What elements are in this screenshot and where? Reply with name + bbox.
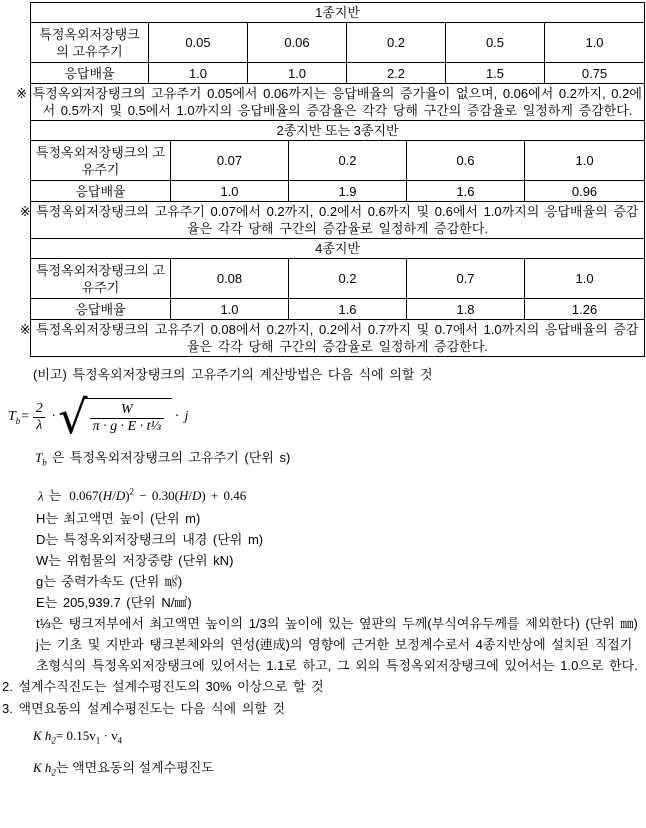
table-note: ※ 특정옥외저장탱크의 고유주기 0.05에서 0.06까지는 응답배율의 증가율이 없으며, 0.06에서 0.2까지, 0.2에서 0.5까지 및 0.5에서 1.0까지의 응답배율의 증감율은 각각 당해 구간의 증감율로 일정하게 증감한다. <box>31 84 645 121</box>
period-value: 0.06 <box>248 23 347 63</box>
radical-sign: √ <box>58 390 88 444</box>
multiply-dot: · <box>51 409 56 424</box>
response-row <box>31 63 645 84</box>
period-value: 1.0 <box>525 141 645 181</box>
definition-D: D는 특정옥외저장탱크의 내경 (단위 m) <box>36 531 264 547</box>
period-value: 0.07 <box>171 141 289 181</box>
period-row <box>31 259 645 299</box>
period-value: 0.2 <box>289 259 407 299</box>
period-value: 0.6 <box>407 141 525 181</box>
response-value: 1.5 <box>446 63 545 84</box>
note-row <box>31 202 645 239</box>
natural-period-formula <box>8 390 646 444</box>
formula-lhs: $T_b=$ <box>8 408 30 426</box>
period-row-label: 특정옥외저장탱크의 고유주기 <box>31 141 171 181</box>
period-value: 0.7 <box>407 259 525 299</box>
table-note: ※ 특정옥외저장탱크의 고유주기 0.08에서 0.2까지, 0.2에서 0.7까지 및 0.7에서 1.0까지의 응답배율의 증감율은 각각 당해 구간의 증감율로 일정하게 증감한다. <box>31 320 645 357</box>
table-title-row <box>31 121 645 141</box>
definition-g: g는 중력가속도 (단위 ㎨) <box>36 573 183 589</box>
table-title-row <box>31 239 645 259</box>
response-value: 0.75 <box>545 63 645 84</box>
response-row-label: 응답배율 <box>31 63 149 84</box>
tb-definition-line: $T_b$ 은 특정옥외저장탱크의 고유주기 (단위 s) <box>35 450 291 468</box>
radicand <box>84 398 172 435</box>
response-row-label: 응답배율 <box>31 181 171 202</box>
period-value: 0.05 <box>149 23 248 63</box>
lambda-definition-line: λ 는 $0.067(H/D)^2 - 0.30(H/D) + 0.46$ <box>38 486 247 503</box>
kh2-formula: K $h_2= 0.15v_1 \cdot v_4$ <box>33 727 123 746</box>
kh2-definition-line: K $h_2$는 액면요동의 설계수평진도 <box>33 759 214 778</box>
note-row <box>31 320 645 357</box>
response-row <box>31 299 645 320</box>
item-3-sloshing: 3. 액면요동의 설계수평진도는 다음 식에 의할 것 <box>2 700 286 716</box>
period-value: 1.0 <box>525 259 645 299</box>
table-title: 1종지반 <box>31 3 645 23</box>
response-row <box>31 181 645 202</box>
remark-line: (비고) 특정옥외저장탱크의 고유주기의 계산방법은 다음 식에 의할 것 <box>33 367 433 382</box>
table-title-row <box>31 3 645 23</box>
ground-table-type4 <box>19 238 645 357</box>
table-title: 4종지반 <box>31 239 645 259</box>
response-value: 1.26 <box>525 299 645 320</box>
definition-j: j는 기초 및 지반과 탱크본체와의 연성(連成)의 영향에 근거한 보정계수로서 4종지반상에 설치된 직접기초형식의 특정옥외저장탱크에 있어서는 1.1로 하고, 그 외의 특정옥외저장탱크에 있어서는 1.0으로 한다. <box>36 636 638 673</box>
note-row <box>31 84 645 121</box>
response-value: 2.2 <box>347 63 446 84</box>
multiply-dot: · <box>175 409 179 424</box>
square-root <box>58 390 172 444</box>
definition-t13: t⅓은 탱크저부에서 최고액면 높이의 1/3의 높이에 있는 옆판의 두께(부식여유두께를 제외한다) (단위 ㎜) <box>36 615 638 631</box>
correction-factor-j: j <box>184 409 189 424</box>
response-value: 1.9 <box>289 181 407 202</box>
period-value: 0.2 <box>347 23 446 63</box>
definition-E: E는 205,939.7 (단위 N/㎟) <box>36 594 192 610</box>
fraction-w-over-pget: $\frac{W}{\text{π · g · E · t⅓}}$ <box>90 402 164 435</box>
ground-table-type2-3 <box>19 120 645 239</box>
response-value: 1.0 <box>248 63 347 84</box>
response-row-label: 응답배율 <box>31 299 171 320</box>
response-value: 1.8 <box>407 299 525 320</box>
period-row <box>31 141 645 181</box>
item-2-vertical-seismic: 2. 설계수직진도는 설계수평진도의 30% 이상으로 할 것 <box>2 678 324 694</box>
period-value: 0.08 <box>171 259 289 299</box>
response-value: 1.6 <box>289 299 407 320</box>
period-row-label: 특정옥외저장탱크의 고유주기 <box>31 259 171 299</box>
fraction-2-over-lambda: $\frac{2}{\lambda}$ <box>33 401 46 434</box>
period-value: 0.2 <box>289 141 407 181</box>
lambda-equation: $0.067(H/D)^2 - 0.30(H/D) + 0.46$ <box>69 486 247 503</box>
response-value: 1.0 <box>149 63 248 84</box>
period-value: 1.0 <box>545 23 645 63</box>
response-value: 0.96 <box>525 181 645 202</box>
definition-W: W는 위험물의 저장중량 (단위 kN) <box>36 552 234 568</box>
response-value: 1.0 <box>171 299 289 320</box>
response-value: 1.6 <box>407 181 525 202</box>
table-note: ※ 특정옥외저장탱크의 고유주기 0.07에서 0.2까지, 0.2에서 0.6까지 및 0.6에서 1.0까지의 응답배율의 증감율은 각각 당해 구간의 증감율로 일정하게 증감한다. <box>31 202 645 239</box>
ground-table-type1 <box>16 2 645 121</box>
period-value: 0.5 <box>446 23 545 63</box>
table-title: 2종지반 또는 3종지반 <box>31 121 645 141</box>
period-row <box>31 23 645 63</box>
response-value: 1.0 <box>171 181 289 202</box>
definition-H: H는 최고액면 높이 (단위 m) <box>36 510 201 526</box>
period-row-label: 특정옥외저장탱크의 고유주기 <box>31 23 149 63</box>
